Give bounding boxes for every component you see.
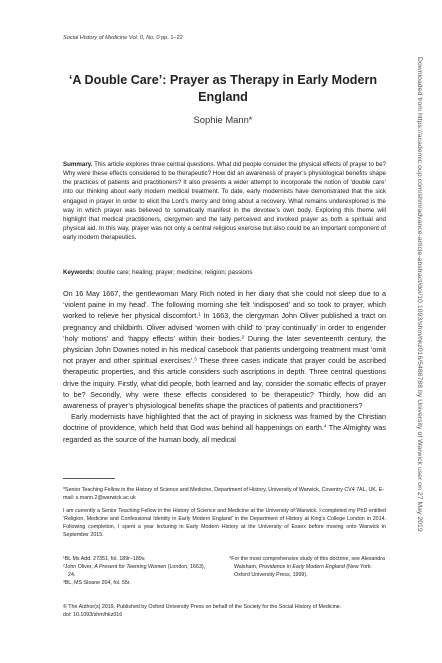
keywords-label: Keywords: xyxy=(63,269,95,276)
footnote-text: ²John Oliver, xyxy=(63,564,95,570)
body-text: Early modernists have highlighted that the act of praying in sickness was framed by the Christian doctrine of providence, which held that God was behind all happenings on earth. xyxy=(63,412,386,433)
footnote-text: (London, 1663), 24. xyxy=(68,564,206,578)
journal-name: Social History of Medicine xyxy=(63,35,128,41)
footnote-ref-4[interactable]: 4 xyxy=(323,423,327,429)
footnote-book-title: Providence in Early Modern England xyxy=(258,564,345,570)
body-paragraph-1 xyxy=(63,288,386,411)
footnote-4 xyxy=(229,555,386,579)
keywords xyxy=(63,268,386,277)
abstract xyxy=(63,160,386,242)
body-text: During the later seventeenth century, the physician John Downes noted in his medical casebook that patients undergoing treatment must ‘omit not prayer and other spiritual exercises’. xyxy=(63,333,386,366)
copyright-notice xyxy=(63,603,386,619)
body-text: In 1663, the clergyman John Oliver published a tract on pregnancy and childbirth. Oliver advised ‘women with child’ to ‘pray continually’ in order to engender ‘holy motions’ and ‘happy effects’ within their bodies. xyxy=(63,311,386,343)
footnotes-left-column xyxy=(63,555,213,587)
download-watermark-text: Downloaded from https://academic.oup.com/shm/advance-article-abstract/doi/10.1093/shm/hkz016/5486788 by University of Warwick user on 27 May 2019 xyxy=(416,57,423,532)
doi-link[interactable]: doi: 10.1093/shm/hkz016 xyxy=(63,612,123,618)
footnote-text: ⁴For the most comprehensive study of this doctrine, see Alexandra Walsham, xyxy=(229,556,385,570)
footnote-1: ¹BL Ms Add. 27351, fol. 189r–189v. xyxy=(63,556,146,562)
article-title: ‘A Double Care’: Prayer as Therapy in Early Modern England xyxy=(68,73,378,104)
keywords-text: double care; healing; prayer; medicine; religion; passions xyxy=(96,269,253,276)
article-author: Sophie Mann* xyxy=(193,114,253,125)
body-text: The Almighty was regarded as the source of the human body, all medical xyxy=(63,423,386,444)
body-text: These three cases indicate that prayer could be ascribed therapeutic properties, and this article considers such ascriptions in depth. Three central questions drive the inquiry. Firstly, what did people, both learned and lay, consider the somatic effects of prayer to be? Secondly, why were these effects considered to be therapeutic? Thirdly, how did an awareness of prayer’s physiological benefits shape the practices of patients and practitioners? xyxy=(63,356,386,411)
body-paragraph-2 xyxy=(63,411,386,445)
footnote-divider xyxy=(63,478,115,479)
running-head xyxy=(63,35,183,41)
author-bio-note: I am currently a Senior Teaching Fellow in the History of Science and Medicine at the University of Warwick. I completed my PhD entitled ‘Religion, Medicine and Confessional Identity in Early Modern England’ in the Department of History at King’s College London in 2014. Following completion, I spent a year lecturing in Early Modern History at the University of Essex before moving onto Warwick in September 2015. xyxy=(63,508,386,538)
copyright-line: © The Author(s) 2019. Published by Oxford University Press on behalf of the Society for the Social History of Medicine. xyxy=(63,604,342,610)
journal-pages: pp. 1–22 xyxy=(161,35,183,41)
footnote-book-title: A Present for Teeming Women xyxy=(94,564,167,570)
footnote-ref-3[interactable]: 3 xyxy=(194,356,197,362)
footnote-text: (New York: Oxford University Press, 1999). xyxy=(234,564,372,578)
author-affiliation-note: *Senior Teaching Fellow in the History of Science and Medicine, Department of History, University of Warwick, Coventry CV4 7AL, UK. E-mail: s.mann.2@warwick.ac.uk xyxy=(63,487,385,501)
article-body xyxy=(63,288,386,445)
footnote-2 xyxy=(63,563,213,579)
body-text: On 16 May 1667, the gentlewoman Mary Rich noted in her diary that she could not sleep due to a ‘violent paine in my head’. The following morning she felt ‘indisposed’ and so took to prayer, which worked to relieve her physical discomfort. xyxy=(63,289,386,321)
footnotes-right-column xyxy=(229,555,386,579)
download-watermark xyxy=(406,57,430,605)
footnote-ref-2[interactable]: 2 xyxy=(241,334,245,340)
footnote-ref-1[interactable]: 1 xyxy=(198,311,201,317)
journal-volume: Vol. 0, No. 0 xyxy=(128,35,160,41)
footnote-3: ³BL, MS Sloane 204, fol. 55r. xyxy=(63,580,131,586)
abstract-label: Summary. xyxy=(63,161,93,168)
abstract-text: This article explores three central questions. What did people consider the physical effects of prayer to be? Why were these effects considered to be therapeutic? How did an awareness of prayer’s physiological benefits shape the practices of patients and practitioners? It also presents a wider attempt to incorporate the notion of ‘double care’ into our thinking about early modern medical treatment. To date, early modernists have demonstrated that the sick engaged in prayer in order to elicit the Lord’s mercy and bring about a recovery. What remains underexplored is the way in which prayer was believed to somatically manifest in the devotee’s own body. Exploring this theme will highlight that medical practitioners, clergymen and the laity perceived and invoked prayer as both a spiritual and physical aid. In this way, prayer was not only a central religious exercise but also could be an important component of early modern therapeutics. xyxy=(63,161,386,242)
